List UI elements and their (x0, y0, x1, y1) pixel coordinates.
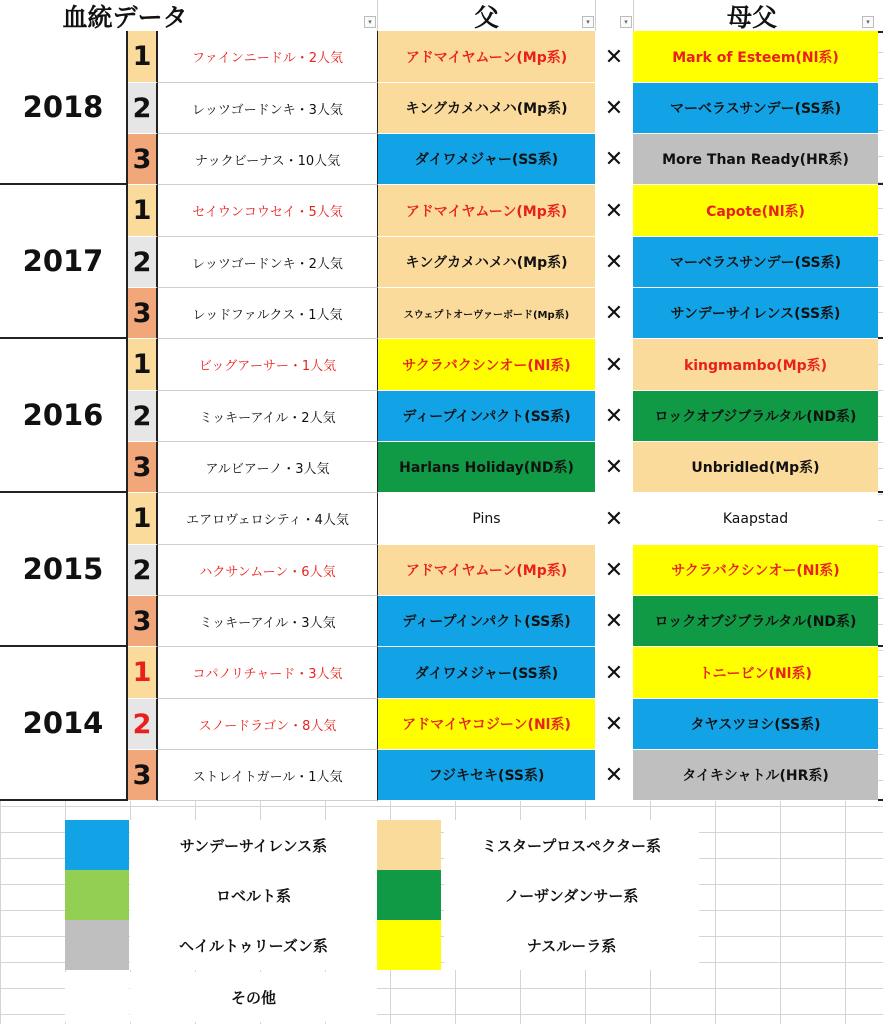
finish-rank: 1 (128, 647, 158, 699)
filter-dropdown-icon[interactable]: ▾ (364, 16, 376, 28)
finish-rank: 1 (128, 185, 158, 237)
legend-color-swatch (377, 920, 441, 970)
sire-cell: Pins (377, 493, 595, 545)
sheet-header-row (0, 0, 883, 33)
table-row (128, 750, 883, 801)
finish-rank: 2 (128, 237, 158, 288)
sire-cell: スウェプトオーヴァーボード(Mp系) (377, 288, 595, 339)
sire-cell: ディープインパクト(SS系) (377, 596, 595, 647)
broodmare-sire-cell: Mark of Esteem(Nl系) (633, 31, 878, 83)
year-block (0, 339, 883, 493)
legend-color-swatch (65, 972, 129, 1022)
table-row (128, 545, 883, 596)
finish-rank: 3 (128, 750, 158, 801)
legend-label: ロベルト系 (130, 870, 377, 920)
cross-icon: ✕ (595, 185, 633, 237)
cross-icon: ✕ (595, 339, 633, 391)
legend-color-swatch (377, 820, 441, 870)
horse-name-cell: ミッキーアイル・3人気 (158, 596, 377, 647)
finish-rank: 3 (128, 442, 158, 493)
broodmare-sire-cell: More Than Ready(HR系) (633, 134, 878, 185)
legend-color-swatch (65, 870, 129, 920)
sire-cell: サクラバクシンオー(Nl系) (377, 339, 595, 391)
horse-name-cell: ミッキーアイル・2人気 (158, 391, 377, 442)
bloodline-table (0, 31, 883, 802)
broodmare-sire-cell: ロックオブジブラルタル(ND系) (633, 391, 878, 442)
horse-name-cell: アルビアーノ・3人気 (158, 442, 377, 493)
cross-icon: ✕ (595, 288, 633, 339)
column-divider (595, 0, 596, 31)
sire-cell: アドマイヤムーン(Mp系) (377, 185, 595, 237)
table-row (128, 493, 883, 545)
finish-rank: 1 (128, 339, 158, 391)
legend-color-swatch (377, 870, 441, 920)
broodmare-sire-cell: タヤスツヨシ(SS系) (633, 699, 878, 750)
year-label: 2014 (0, 647, 128, 799)
legend-label: その他 (130, 972, 377, 1022)
table-row (128, 237, 883, 288)
year-block (0, 493, 883, 647)
sire-cell: アドマイヤコジーン(Nl系) (377, 699, 595, 750)
finish-rank: 3 (128, 288, 158, 339)
broodmare-sire-cell: kingmambo(Mp系) (633, 339, 878, 391)
cross-icon: ✕ (595, 31, 633, 83)
horse-name-cell: コパノリチャード・3人気 (158, 647, 377, 699)
finish-rank: 2 (128, 83, 158, 134)
table-row (128, 339, 883, 391)
horse-name-cell: レッドファルクス・1人気 (158, 288, 377, 339)
cross-icon: ✕ (595, 237, 633, 288)
horse-name-cell: レッツゴードンキ・2人気 (158, 237, 377, 288)
horse-name-cell: ハクサンムーン・6人気 (158, 545, 377, 596)
legend-label: ヘイルトゥリーズン系 (130, 920, 377, 970)
broodmare-sire-cell: マーベラスサンデー(SS系) (633, 83, 878, 134)
table-row (128, 134, 883, 185)
finish-rank: 1 (128, 31, 158, 83)
sire-cell: アドマイヤムーン(Mp系) (377, 545, 595, 596)
table-row (128, 185, 883, 237)
sire-cell: ダイワメジャー(SS系) (377, 134, 595, 185)
sire-cell: Harlans Holiday(ND系) (377, 442, 595, 493)
horse-name-cell: ファインニードル・2人気 (158, 31, 377, 83)
year-label: 2015 (0, 493, 128, 645)
horse-name-cell: ビッグアーサー・1人気 (158, 339, 377, 391)
sire-cell: キングカメハメハ(Mp系) (377, 237, 595, 288)
year-label: 2016 (0, 339, 128, 491)
table-row (128, 647, 883, 699)
year-block (0, 31, 883, 185)
legend-label: サンデーサイレンス系 (130, 820, 377, 870)
table-row (128, 391, 883, 442)
year-label: 2018 (0, 31, 128, 183)
filter-dropdown-icon[interactable]: ▾ (582, 16, 594, 28)
sire-cell: アドマイヤムーン(Mp系) (377, 31, 595, 83)
legend-label: ミスタープロスペクター系 (444, 820, 699, 870)
cross-icon: ✕ (595, 493, 633, 545)
broodmare-sire-cell: タイキシャトル(HR系) (633, 750, 878, 801)
year-block (0, 185, 883, 339)
broodmare-sire-cell: ロックオブジブラルタル(ND系) (633, 596, 878, 647)
filter-dropdown-icon[interactable]: ▾ (620, 16, 632, 28)
table-row (128, 288, 883, 339)
horse-name-cell: ナックビーナス・10人気 (158, 134, 377, 185)
cross-icon: ✕ (595, 596, 633, 647)
sire-cell: フジキセキ(SS系) (377, 750, 595, 801)
cross-icon: ✕ (595, 545, 633, 596)
color-legend (0, 803, 883, 1024)
legend-color-swatch (65, 920, 129, 970)
legend-label: ノーザンダンサー系 (444, 870, 699, 920)
finish-rank: 3 (128, 134, 158, 185)
cross-icon: ✕ (595, 391, 633, 442)
finish-rank: 1 (128, 493, 158, 545)
filter-dropdown-icon[interactable]: ▾ (862, 16, 874, 28)
sire-column-header: 父 (473, 2, 499, 32)
horse-name-cell: スノードラゴン・8人気 (158, 699, 377, 750)
sire-cell: ダイワメジャー(SS系) (377, 647, 595, 699)
cross-icon: ✕ (595, 699, 633, 750)
sire-cell: キングカメハメハ(Mp系) (377, 83, 595, 134)
finish-rank: 2 (128, 545, 158, 596)
cross-icon: ✕ (595, 442, 633, 493)
horse-name-cell: レッツゴードンキ・3人気 (158, 83, 377, 134)
broodmare-sire-cell: Kaapstad (633, 493, 878, 545)
table-row (128, 31, 883, 83)
finish-rank: 2 (128, 391, 158, 442)
horse-name-cell: エアロヴェロシティ・4人気 (158, 493, 377, 545)
sire-cell: ディープインパクト(SS系) (377, 391, 595, 442)
table-row (128, 83, 883, 134)
broodmare-sire-cell: サクラバクシンオー(Nl系) (633, 545, 878, 596)
cross-icon: ✕ (595, 134, 633, 185)
broodmare-sire-cell: Capote(Nl系) (633, 185, 878, 237)
legend-color-swatch (65, 820, 129, 870)
horse-name-cell: セイウンコウセイ・5人気 (158, 185, 377, 237)
finish-rank: 2 (128, 699, 158, 750)
broodmare-sire-cell: Unbridled(Mp系) (633, 442, 878, 493)
year-label: 2017 (0, 185, 128, 337)
cross-icon: ✕ (595, 750, 633, 801)
broodmare-sire-cell: トニービン(Nl系) (633, 647, 878, 699)
finish-rank: 3 (128, 596, 158, 647)
year-block (0, 647, 883, 801)
horse-name-cell: ストレイトガール・1人気 (158, 750, 377, 801)
broodmare-sire-cell: サンデーサイレンス(SS系) (633, 288, 878, 339)
cross-icon: ✕ (595, 647, 633, 699)
cross-icon: ✕ (595, 83, 633, 134)
table-row (128, 596, 883, 647)
broodmare-sire-column-header: 母父 (726, 2, 777, 32)
bloodline-data-title: 血統データ (62, 2, 188, 32)
table-row (128, 442, 883, 493)
broodmare-sire-cell: マーベラスサンデー(SS系) (633, 237, 878, 288)
legend-label: ナスルーラ系 (444, 920, 699, 970)
table-row (128, 699, 883, 750)
